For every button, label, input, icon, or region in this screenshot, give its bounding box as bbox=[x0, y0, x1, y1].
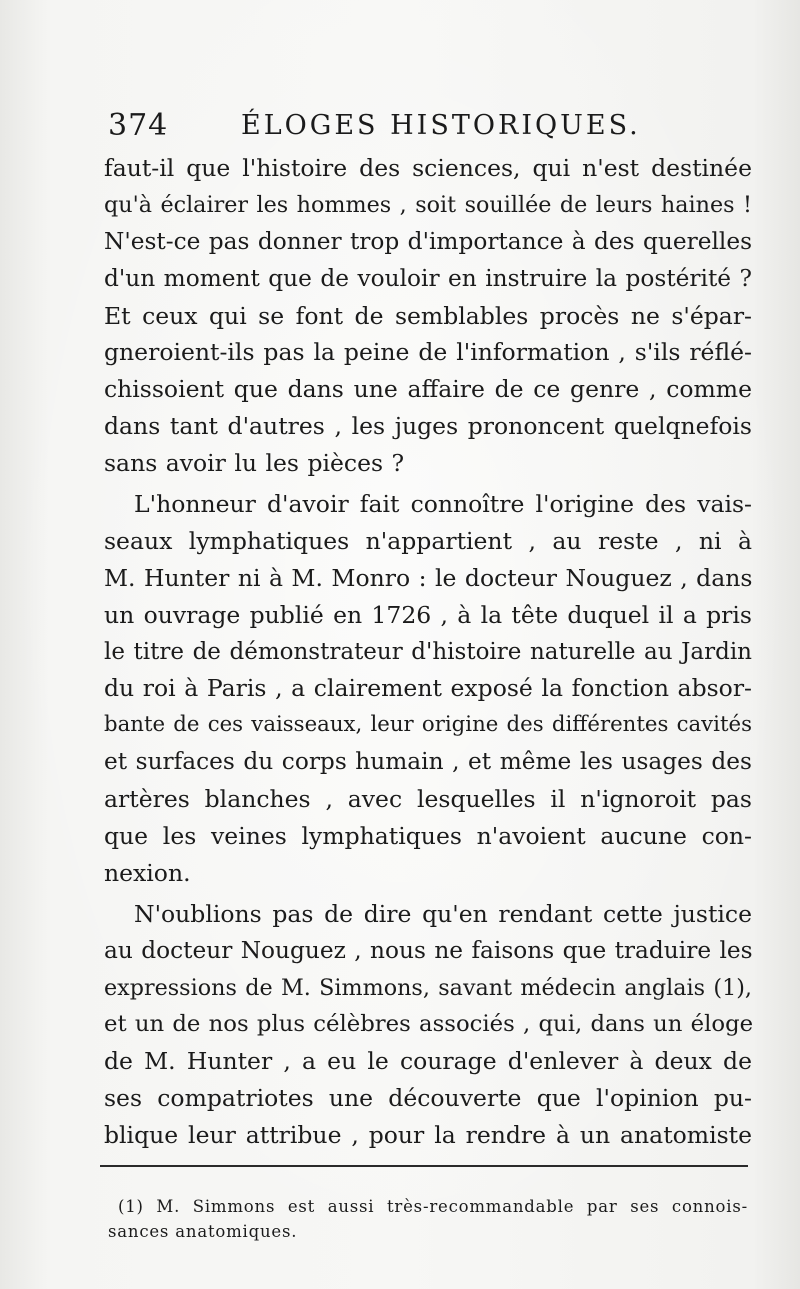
text-line: expressions de M. Simmons, savant médecin anglais (1), bbox=[104, 974, 752, 1001]
text-line: que les veines lymphatiques n'avoient aucune con- bbox=[104, 822, 752, 851]
text-line: du roi à Paris , a clairement exposé la fonction absor- bbox=[104, 674, 752, 703]
text-line: et surfaces du corps humain , et même les usages des bbox=[104, 748, 752, 776]
text-line: ses compatriotes une découverte que l'opinion pu- bbox=[104, 1084, 752, 1113]
text-line: de M. Hunter , a eu le courage d'enlever à deux de bbox=[104, 1047, 752, 1076]
page-number: 374 bbox=[108, 108, 169, 143]
paragraph-2 bbox=[104, 486, 752, 892]
text-line: chissoient que dans une affaire de ce genre , comme bbox=[104, 375, 752, 404]
text-line: M. Hunter ni à M. Monro : le docteur Nouguez , dans bbox=[104, 563, 753, 592]
text-line: faut-il que l'histoire des sciences, qui n'est destinée bbox=[104, 154, 752, 182]
footnote-divider bbox=[100, 1165, 748, 1167]
text-line: qu'à éclairer les hommes , soit souillée de leurs haines ! bbox=[104, 191, 752, 218]
text-line: dans tant d'autres , les juges prononcent quelqnefois bbox=[104, 412, 752, 441]
text-line: L'honneur d'avoir fait connoître l'origine des vais- bbox=[134, 490, 752, 519]
text-line: artères blanches , avec lesquelles il n'ignoroit pas bbox=[104, 785, 752, 814]
text-line: d'un moment que de vouloir en instruire la postérité ? bbox=[104, 264, 752, 292]
text-line: le titre de démonstrateur d'histoire naturelle au Jardin bbox=[104, 638, 752, 665]
text-line: gneroient-ils pas la peine de l'information , s'ils réflé- bbox=[104, 338, 752, 367]
footnote-line: (1) M. Simmons est aussi très-recommandable par ses connois- bbox=[118, 1197, 748, 1216]
text-line: N'oublions pas de dire qu'en rendant cette justice bbox=[134, 899, 752, 928]
text-line: N'est-ce pas donner trop d'importance à des querelles bbox=[104, 227, 753, 255]
text-line: au docteur Nouguez , nous ne faisons que traduire les bbox=[104, 936, 753, 964]
text-line: blique leur attribue , pour la rendre à un anatomiste bbox=[104, 1121, 752, 1150]
page-header bbox=[108, 108, 748, 152]
text-line: seaux lymphatiques n'appartient , au reste , ni à bbox=[104, 526, 752, 555]
footnote bbox=[108, 1194, 748, 1244]
paragraph-3 bbox=[104, 896, 752, 1154]
text-line: un ouvrage publié en 1726 , à la tête duquel il a pris bbox=[104, 600, 752, 629]
footnote-line: sances anatomiques. bbox=[108, 1222, 298, 1241]
text-line: nexion. bbox=[104, 858, 191, 887]
paragraph-1 bbox=[104, 150, 752, 482]
text-line: bante de ces vaisseaux, leur origine des différentes cavités bbox=[104, 712, 752, 738]
running-title: ÉLOGES HISTORIQUES. bbox=[241, 110, 641, 141]
text-line: Et ceux qui se font de semblables procès ne s'épar- bbox=[104, 301, 752, 330]
text-line: et un de nos plus célèbres associés , qui, dans un éloge bbox=[104, 1011, 754, 1038]
text-line: sans avoir lu les pièces ? bbox=[104, 449, 405, 478]
body-text bbox=[104, 150, 752, 1154]
